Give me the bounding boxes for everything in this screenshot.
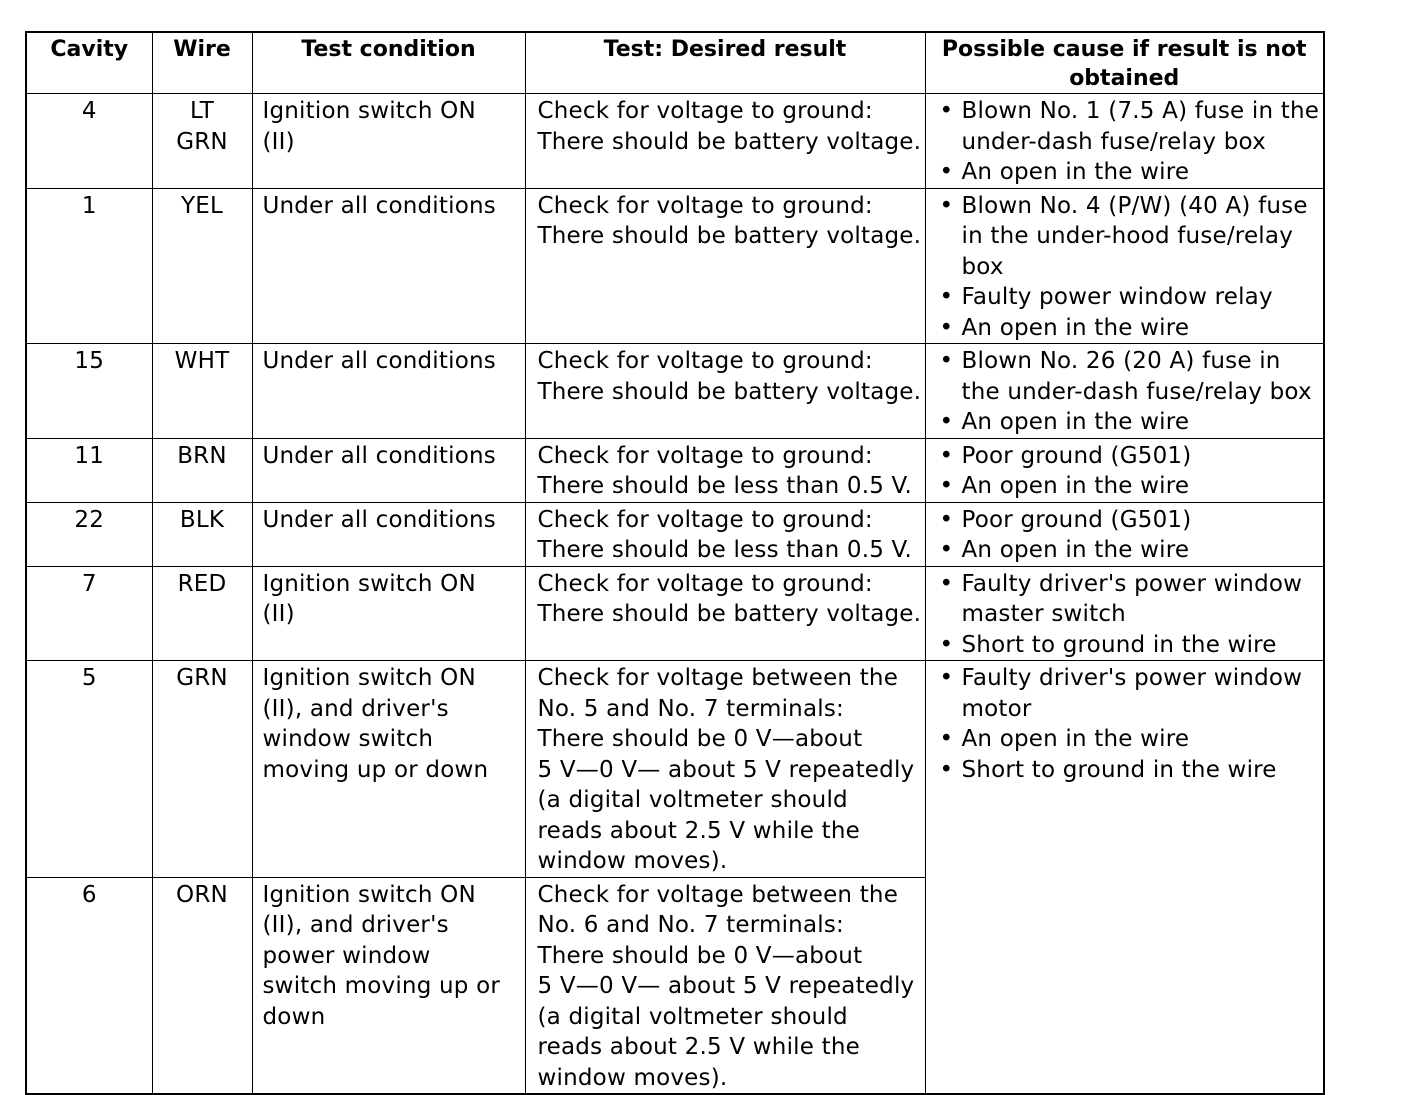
bullet-icon: • (939, 726, 954, 752)
wire-line: BRN (177, 442, 227, 469)
result-line: There should be less than 0.5 V. (537, 473, 913, 499)
bullet-icon: • (939, 665, 954, 691)
wire-line: GRN (176, 665, 228, 691)
cause-cell (925, 661, 1324, 1095)
result-line: Check for voltage between the (537, 665, 899, 691)
result-line: reads about 2.5 V while the (537, 817, 860, 844)
cause-line: An open in the wire (961, 726, 1190, 752)
result-line: There should be less than 0.5 V. (537, 537, 913, 563)
condition-line: (II), and driver's (262, 695, 449, 722)
bullet-icon: • (939, 756, 954, 783)
cause-line: Poor ground (G501) (961, 442, 1192, 469)
condition-line: Under all conditions (262, 192, 496, 219)
header-possible-cause-line: obtained (1069, 66, 1180, 91)
cause-line: in the under-hood fuse/relay (961, 223, 1294, 249)
wire-cell (152, 188, 252, 344)
condition-line: power window (262, 942, 431, 969)
bullet-icon: • (939, 348, 954, 374)
cause-line: An open in the wire (961, 314, 1190, 341)
cause-line: An open in the wire (961, 409, 1190, 435)
header-test-condition: Test condition (252, 32, 525, 94)
cause-line: Blown No. 1 (7.5 A) fuse in the (961, 98, 1320, 124)
condition-cell (252, 877, 525, 1094)
result-line: No. 6 and No. 7 terminals: (537, 912, 844, 938)
bullet-icon: • (939, 506, 954, 533)
result-line: There should be 0 V—about (537, 942, 863, 969)
condition-line: Ignition switch ON (262, 665, 476, 691)
cause-cell (925, 344, 1324, 439)
result-line: (a digital voltmeter should (537, 787, 848, 813)
result-cell (525, 877, 925, 1094)
header-wire: Wire (152, 32, 252, 94)
result-line: No. 5 and No. 7 terminals: (537, 695, 844, 722)
cause-item (938, 663, 1324, 724)
bullet-icon: • (939, 570, 954, 597)
result-cell (525, 344, 925, 439)
result-cell (525, 188, 925, 344)
header-cavity: Cavity (26, 32, 152, 94)
condition-cell (252, 661, 525, 878)
result-line: reads about 2.5 V while the (537, 1034, 860, 1060)
header-possible-cause-line: Possible cause if result is not (941, 37, 1307, 62)
cavity-cell: 22 (26, 502, 152, 566)
wire-line: LT (189, 98, 215, 124)
condition-line: (II), and driver's (262, 912, 449, 938)
cause-item (938, 441, 1324, 472)
condition-cell (252, 438, 525, 502)
result-cell (525, 438, 925, 502)
bullet-icon: • (939, 537, 954, 563)
result-cell (525, 94, 925, 189)
wire-cell (152, 661, 252, 878)
wire-line: GRN (176, 128, 228, 155)
wire-cell (152, 502, 252, 566)
condition-line: switch moving up or (262, 973, 501, 999)
wire-cell (152, 438, 252, 502)
bullet-icon: • (939, 159, 954, 185)
cause-item (938, 407, 1324, 438)
cause-line: Faulty power window relay (961, 284, 1273, 310)
bullet-icon: • (939, 442, 954, 469)
cause-line: the under-dash fuse/relay box (961, 378, 1312, 405)
cause-cell (925, 188, 1324, 344)
cause-line: Poor ground (G501) (961, 506, 1192, 533)
cause-item (938, 282, 1324, 313)
result-line: Check for voltage to ground: (537, 98, 873, 124)
result-line: window moves). (537, 1064, 728, 1091)
result-line: There should be battery voltage. (537, 378, 922, 405)
condition-line: window switch (262, 726, 434, 752)
cause-item (938, 96, 1324, 157)
result-line: Check for voltage to ground: (537, 442, 873, 469)
cause-line: An open in the wire (961, 537, 1190, 563)
wire-line: YEL (181, 192, 223, 219)
bullet-icon: • (939, 473, 954, 499)
result-cell (525, 566, 925, 661)
cause-item (938, 630, 1324, 661)
cause-line: Faulty driver's power window (961, 570, 1303, 597)
cause-line: box (961, 253, 1004, 280)
condition-line: Ignition switch ON (262, 570, 476, 597)
condition-line: (II) (262, 601, 295, 627)
table-row (26, 438, 1324, 502)
cause-item (938, 724, 1324, 755)
cause-cell (925, 438, 1324, 502)
table-row (26, 502, 1324, 566)
table-row (26, 188, 1324, 344)
condition-line: Under all conditions (262, 348, 496, 374)
cause-line: Short to ground in the wire (961, 756, 1277, 783)
bullet-icon: • (939, 409, 954, 435)
cause-item (938, 157, 1324, 188)
wire-cell (152, 566, 252, 661)
cause-item (938, 313, 1324, 344)
result-line: window moves). (537, 848, 728, 874)
cavity-cell: 1 (26, 188, 152, 344)
table-row (26, 94, 1324, 189)
header-desired-result: Test: Desired result (525, 32, 925, 94)
result-line: (a digital voltmeter should (537, 1003, 848, 1030)
cause-item (938, 191, 1324, 283)
wire-line: ORN (176, 881, 228, 908)
cause-cell (925, 94, 1324, 189)
wire-cell (152, 94, 252, 189)
table-row (26, 344, 1324, 439)
wire-cell (152, 877, 252, 1094)
wire-line: BLK (179, 506, 225, 533)
condition-cell (252, 188, 525, 344)
cause-cell (925, 566, 1324, 661)
result-line: Check for voltage to ground: (537, 192, 873, 219)
cause-line: master switch (961, 601, 1126, 627)
condition-cell (252, 502, 525, 566)
bullet-icon: • (939, 284, 954, 310)
result-line: 5 V—0 V— about 5 V repeatedly (537, 973, 915, 999)
condition-cell (252, 566, 525, 661)
condition-line: Ignition switch ON (262, 98, 476, 124)
wire-cell (152, 344, 252, 439)
condition-line: (II) (262, 128, 295, 155)
cause-item (938, 535, 1324, 566)
cause-item (938, 346, 1324, 407)
cause-line: Blown No. 4 (P/W) (40 A) fuse (961, 192, 1308, 219)
condition-line: Under all conditions (262, 442, 496, 469)
condition-line: moving up or down (262, 756, 489, 783)
diagnostic-table (25, 31, 1325, 1095)
wire-line: RED (177, 570, 227, 597)
result-line: Check for voltage to ground: (537, 570, 873, 597)
result-line: There should be battery voltage. (537, 601, 922, 627)
condition-cell (252, 344, 525, 439)
cause-line: Faulty driver's power window (961, 665, 1303, 691)
table-row (26, 566, 1324, 661)
header-possible-cause (925, 32, 1324, 94)
cavity-cell: 5 (26, 661, 152, 878)
cause-cell (925, 502, 1324, 566)
wire-line: WHT (174, 348, 230, 374)
table-row (26, 661, 1324, 878)
header-row (26, 32, 1324, 94)
cause-item (938, 505, 1324, 536)
bullet-icon: • (939, 314, 954, 341)
result-line: There should be battery voltage. (537, 128, 922, 155)
cause-line: under-dash fuse/relay box (961, 128, 1266, 155)
result-line: There should be 0 V—about (537, 726, 863, 752)
cavity-cell: 15 (26, 344, 152, 439)
cause-item (938, 569, 1324, 630)
condition-line: down (262, 1003, 326, 1030)
cavity-cell: 6 (26, 877, 152, 1094)
result-cell (525, 661, 925, 878)
cavity-cell: 4 (26, 94, 152, 189)
cause-line: An open in the wire (961, 159, 1190, 185)
cause-line: motor (961, 695, 1032, 722)
bullet-icon: • (939, 192, 954, 219)
result-cell (525, 502, 925, 566)
cause-item (938, 471, 1324, 502)
condition-cell (252, 94, 525, 189)
bullet-icon: • (939, 98, 954, 124)
condition-line: Ignition switch ON (262, 881, 476, 908)
cavity-cell: 11 (26, 438, 152, 502)
cause-line: Short to ground in the wire (961, 631, 1277, 658)
bullet-icon: • (939, 631, 954, 658)
result-line: There should be battery voltage. (537, 223, 922, 249)
result-line: 5 V—0 V— about 5 V repeatedly (537, 756, 915, 783)
result-line: Check for voltage to ground: (537, 348, 873, 374)
cause-line: An open in the wire (961, 473, 1190, 499)
cause-item (938, 755, 1324, 786)
cause-line: Blown No. 26 (20 A) fuse in (961, 348, 1281, 374)
cavity-cell: 7 (26, 566, 152, 661)
result-line: Check for voltage between the (537, 881, 899, 908)
result-line: Check for voltage to ground: (537, 506, 873, 533)
condition-line: Under all conditions (262, 506, 496, 533)
